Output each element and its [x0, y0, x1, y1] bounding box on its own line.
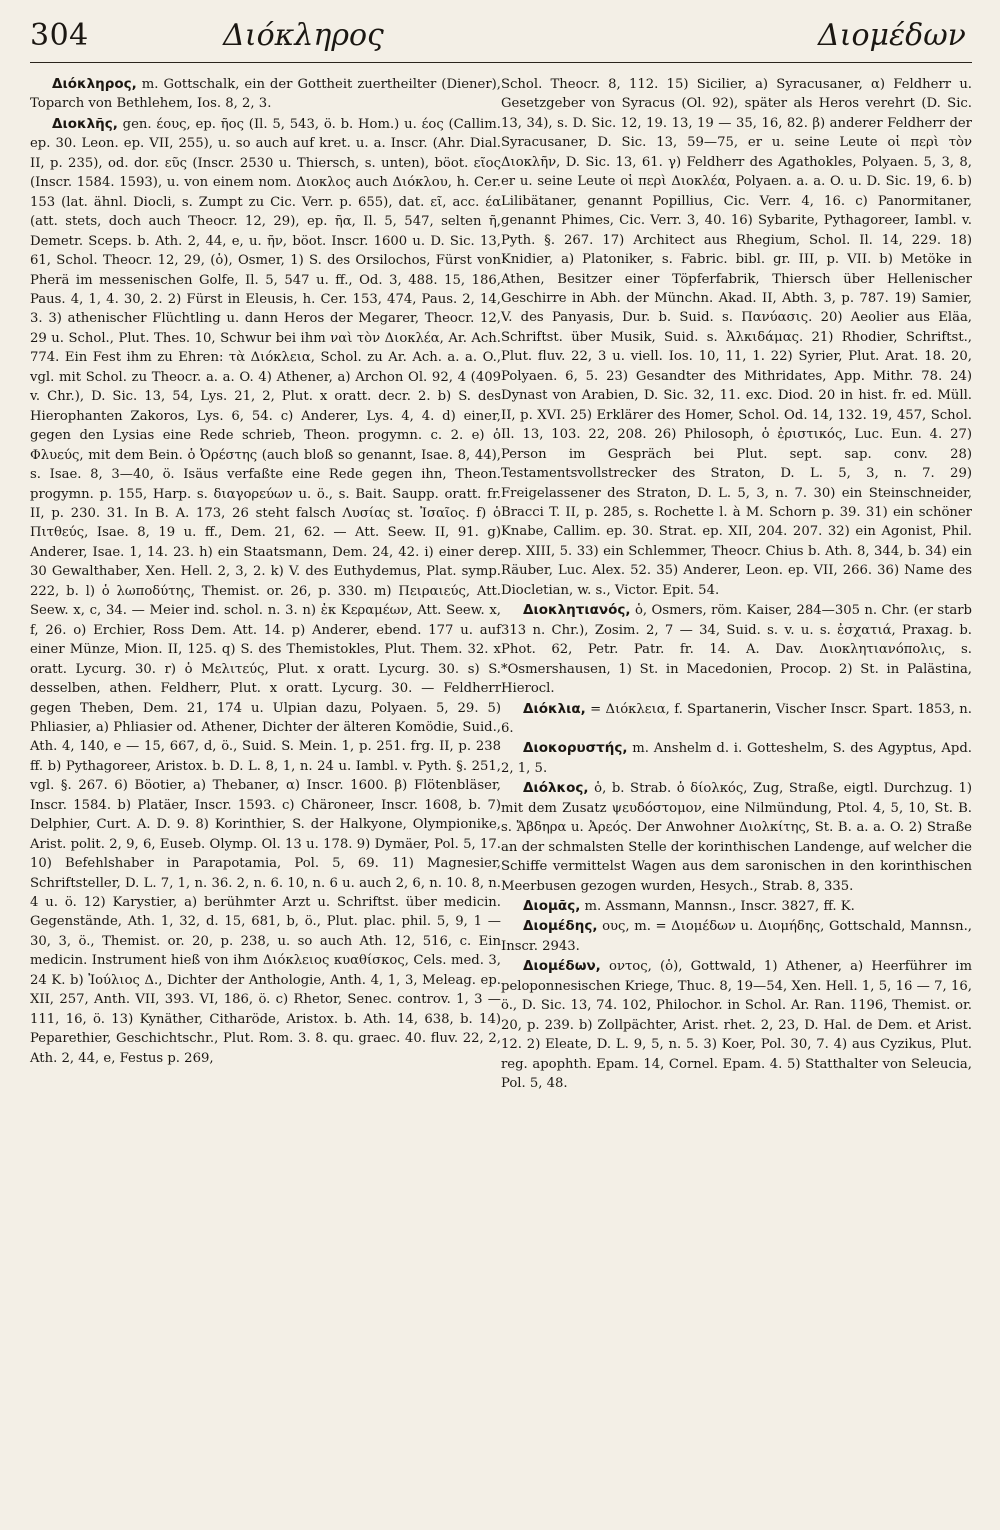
page-number: 304: [30, 18, 89, 53]
entry-text: m. Anshelm d. i. Gotteshelm, S. des Agyptus, Apd. 2, 1, 5.: [501, 741, 972, 776]
entry-text: Schol. Theocr. 8, 112. 15) Sicilier, a) Syracusaner, α) Feldherr u. Gesetzgeber von Syracus (Ol. 92), später als Heros verehrt (D. Sic. 13, 34), s. D. Sic. 12, 19. 13, 19 — 35, 16, 82. β) anderer Feldherr der Syracusaner, D. Sic. 13, 59—75, er u. seine Leute οἱ περὶ τὸν Διοκλῆν, D. Sic. 13, 61. γ) Feldherr des Agathokles, Polyaen. 5, 3, 8, er u. seine Leute οἱ περὶ Διοκλέα, Polyaen. a. a. O. u. D. Sic. 19, 6. b) Lilibätaner, genannt Popillius, Cic. Verr. 4, 16. c) Panormitaner, genannt Phimes, Cic. Verr. 3, 40. 16) Sybarite, Pythagoreer, Iambl. v. Pyth. §. 267. 17) Architect aus Rhegium, Schol. Il. 14, 229. 18) Knidier, a) Platoniker, s. Fabric. bibl. gr. III, p. VII. b) Metöke in Athen, Besitzer einer Töpferfabrik, Thiersch über Hellenischer Geschirre in Abh. der Münchn. Akad. II, Abth. 3, p. 787. 19) Samier, V. des Panyasis, Dur. b. Suid. s. Πανύασις. 20) Aeolier aus Eläa, Schriftst. über Musik, Suid. s. Ἀλκιδάμας. 21) Rhodier, Schriftst., Plut. fluv. 22, 3 u. viell. Ios. 10, 11, 1. 22) Syrier, Plut. Arat. 18. 20, Polyaen. 6, 5. 23) Gesandter des Mithridates, App. Mithr. 78. 24) Dynast von Arabien, D. Sic. 32, 11. exc. Diod. 20 in hist. fr. ed. Müll. II, p. XVI. 25) Erklärer des Homer, Schol. Od. 14, 132. 19, 457, Schol. Il. 13, 103. 22, 208. 26) Philosoph, ὁ ἐριστικός, Luc. Eun. 4. 27) Person im Gespräch bei Plut. sept. sap. conv. 28) Testamentsvollstrecker des Straton, D. L. 5, 3, n. 7. 29) Freigelassener des Straton, D. L. 5, 3, n. 7. 30) ein Steinschneider, Bracci T. II, p. 285, s. Rochette l. à M. Schorn p. 39. 31) ein schöner Knabe, Callim. ep. 30. Strat. ep. XII, 204. 207. 32) ein Agonist, Phil. ep. XIII, 5. 33) ein Schlemmer, Theocr. Chius b. Ath. 8, 344, b. 34) ein Räuber, Luc. Alex. 52. 35) Anderer, Leon. ep. VII, 266. 36) Name des Diocletian, w. s., Victor. Epit. 54.: [501, 77, 972, 598]
entry-text: gen. έους, ep. ῆος (Il. 5, 543, ö. b. Hom.) u. έος (Callim. ep. 30. Leon. ep. VII, 255), u. so auch auf kret. u. a. Inscr. (Ahr. Dial. II, p. 235), od. dor. εῦς (Inscr. 2530 u. Thiersch, s. unten), böot. εῖος (Inscr. 1584. 1593), u. von einem nom. Διοκλος auch Διόκλου, h. Cer. 153 (lat. ähnl. Diocli, s. Zumpt zu Cic. Verr. p. 655), dat. εῖ, acc. έα (att. stets, doch auch Theocr. 12, 29), ep. ῆα, Il. 5, 547, selten ῆ, Demetr. Sceps. b. Ath. 2, 44, e, u. ῆν, böot. Inscr. 1600 u. D. Sic. 13, 61, Schol. Theocr. 12, 29, (ὁ), Osmer, 1) S. des Orsilochos, Fürst von Pherä im messenischen Golfe, Il. 5, 547 u. ff., Od. 3, 488. 15, 186, Paus. 4, 1, 4. 30, 2. 2) Fürst in Eleusis, h. Cer. 153, 474, Paus. 2, 14, 3. 3) athenischer Flüchtling u. dann Heros der Megarer, Theocr. 12, 29 u. Schol., Plut. Thes. 10, Schwur bei ihm ναὶ τὸν Διοκλέα, Ar. Ach. 774. Ein Fest ihm zu Ehren: τὰ Διόκλεια, Schol. zu Ar. Ach. a. a. O., vgl. mit Schol. zu Theocr. a. a. O. 4) Athener, a) Archon Ol. 92, 4 (409 v. Chr.), D. Sic. 13, 54, Lys. 21, 2, Plut. x oratt. decr. 2. b) S. des Hierophanten Zakoros, Lys. 6, 54. c) Anderer, Lys. 4, 4. d) einer, gegen den Lysias eine Rede schrieb, Theon. progymn. c. 2. e) ὁ Φλυεύς, mit dem Bein. ὁ Ὀρέστης (auch bloß so genannt, Isae. 8, 44), s. Isae. 8, 3—40, ö. Isäus verfaßte eine Rede gegen ihn, Theon. progymn. p. 155, Harp. s. διαγορεύων u. ö., s. Bait. Saupp. oratt. fr. II, p. 230. 31. In B. A. 173, 26 steht falsch Λυσίας st. Ἰσαῖος. f) ὁ Πιτθεύς, Isae. 8, 19 u. ff., Dem. 21, 62. — Att. Seew. II, 91. g) Anderer, Isae. 1, 14. 23. h) ein Staatsmann, Dem. 24, 42. i) einer der 30 Gewalthaber, Xen. Hell. 2, 3, 2. k) V. des Euthydemus, Plat. symp. 222, b. l) ὁ λωποδύτης, Themist. or. 26, p. 330. m) Πειραιεύς, Att. Seew. x, c, 34. — Meier ind. schol. n. 3. n) ἐκ Κεραμέων, Att. Seew. x, f, 26. o) Erchier, Ross Dem. Att. 14. p) Anderer, ebend. 177 u. auf einer Münze, Mion. II, 125. q) S. des Themistokles, Plut. Them. 32. x oratt. Lycurg. 30. r) ὁ Μελιτεύς, Plut. x oratt. Lycurg. 30. s) S. desselben, athen. Feldherr, Plut. x oratt. Lycurg. 30. — Feldherr gegen Theben, Dem. 21, 174 u. Ulpian dazu, Polyaen. 5, 29. 5) Phliasier, a) Phliasier od. Athener, Dichter der älteren Komödie, Suid., Ath. 4, 140, e — 15, 667, d, ö., Suid. S. Mein. 1, p. 251. frg. II, p. 238 ff. b) Pythagoreer, Aristox. b. D. L. 8, 1, n. 24 u. Iambl. v. Pyth. §. 251, vgl. §. 267. 6) Böotier, a) Thebaner, α) Inscr. 1600. β) Flötenbläser, Inscr. 1584. b) Platäer, Inscr. 1593. c) Chäroneer, Inscr. 1608, b. 7) Delphier, Curt. A. D. 9. 8) Korinthier, S. der Halkyone, Olympionike, Arist. polit. 2, 9, 6, Euseb. Olymp. Ol. 13 u. 178. 9) Dymäer, Pol. 5, 17. 10) Befehlshaber in Parapotamia, Pol. 5, 69. 11) Magnesier, Schriftsteller, D. L. 7, 1, n. 36. 2, n. 6. 10, n. 6 u. auch 2, 6, n. 10. 8, n. 4 u. ö. 12) Karystier, a) berühmter Arzt u. Schriftst. über medicin. Gegenstände, Ath. 1, 32, d. 15, 681, b, ö., Plut. plac. phil. 5, 9, 1 — 30, 3, ö., Themist. or. 20, p. 238, u. so auch Ath. 12, 516, c. Ein medicin. Instrument hieß von ihm Διόκλειος κυαθίσκος, Cels. med. 3, 24 K. b) Ἰούλιος Δ., Dichter der Anthologie, Anth. 4, 1, 3, Meleag. ep. XII, 257, Anth. VII, 393. VI, 186, ö. c) Rhetor, Senec. controv. 1, 3 — 111, 16, ö. 13) Kynäther, Citharöde, Aristox. b. Ath. 14, 638, b. 14) Peparethier, Geschichtschr., Plut. Rom. 3. 8. qu. graec. 40. fluv. 22, 2, Ath. 2, 44, e, Festus p. 269,: [30, 116, 501, 1066]
entry-lemma: Διοκλητιανός,: [523, 602, 631, 619]
entry-text: m. Assmann, Mannsn., Inscr. 3827, ff. K.: [584, 899, 855, 915]
dictionary-entry: [501, 700, 972, 739]
entry-lemma: Διοκλῆς,: [52, 115, 118, 132]
entry-lemma: Διομέδης,: [523, 918, 598, 935]
dictionary-entry: [501, 601, 972, 698]
right-column: [501, 75, 972, 1095]
entry-text: ὁ, Osmers, röm. Kaiser, 284—305 n. Chr. (er starb 313 n. Chr.), Zosim. 2, 7 — 34, Suid. s. v. u. s. ἐσχατιά, Praxag. b. Phot. 62, Petr. Patr. fr. 14. A. Dav. Διοκλητιανόπολις, s. *Osmershausen, 1) St. in Macedonien, Procop. 2) St. in Palästina, Hierocl.: [501, 603, 972, 697]
right-running-head: Διομέδων: [818, 18, 966, 53]
left-column: [30, 75, 501, 1095]
entry-lemma: Διόκληρος,: [52, 76, 137, 92]
dictionary-entry: [30, 75, 501, 114]
left-running-head: Διόκληρος: [223, 18, 384, 53]
dictionary-entry: [501, 779, 972, 896]
text-columns: [30, 75, 972, 1095]
dictionary-entry: [501, 739, 972, 778]
dictionary-entry: [501, 957, 972, 1093]
entry-text: m. Gottschalk, ein der Gottheit zuertheilter (Diener), Toparch von Bethlehem, Ios. 8, 2, 3.: [30, 77, 501, 112]
entry-lemma: Διομέδων,: [523, 958, 601, 975]
dictionary-entry: [501, 897, 972, 916]
entry-lemma: Διομᾶς,: [523, 898, 581, 915]
entry-text: = Διόκλεια, f. Spartanerin, Vischer Inscr. Spart. 1853, n. 6.: [501, 701, 972, 736]
entry-lemma: Διόκλια,: [523, 700, 586, 717]
entry-lemma: Διοκορυστής,: [523, 740, 628, 757]
dictionary-entry: [501, 917, 972, 956]
entry-lemma: Διόλκος,: [523, 780, 589, 797]
page-header: [30, 18, 972, 63]
entry-text: ους, m. = Διομέδων u. Διομήδης, Gottschald, Mannsn., Inscr. 2943.: [501, 919, 972, 954]
entry-text: ὁ, b. Strab. ὁ δίολκός, Zug, Straße, eigtl. Durchzug. 1) mit dem Zusatz ψευδόστομον, eine Nilmündung, Ptol. 4, 5, 10, St. B. s. Ἄβδηρα u. Ἀρεός. Der Anwohner Διολκίτης, St. B. a. a. O. 2) Straße an der schmalsten Stelle der korinthischen Landenge, auf welcher die Schiffe vermittelst Wagen aus dem saronischen in den korinthischen Meerbusen gezogen wurden, Hesych., Strab. 8, 335.: [501, 781, 972, 894]
entry-text: οντος, (ὁ), Gottwald, 1) Athener, a) Heerführer im peloponnesischen Kriege, Thuc. 8, 19—54, Xen. Hell. 1, 5, 16 — 7, 16, ö., D. Sic. 13, 74. 102, Philochor. in Schol. Ar. Ran. 1196, Themist. or. 20, p. 239. b) Zollpächter, Arist. rhet. 2, 23, D. Hal. de Dem. et Arist. 12. 2) Eleate, D. L. 9, 5, n. 5. 3) Koer, Pol. 30, 7. 4) aus Cyzikus, Plut. reg. apophth. Epam. 14, Cornel. Epam. 4. 5) Statthalter von Seleucia, Pol. 5, 48.: [501, 959, 972, 1092]
dictionary-entry: [501, 75, 972, 600]
dictionary-entry: [30, 115, 501, 1068]
